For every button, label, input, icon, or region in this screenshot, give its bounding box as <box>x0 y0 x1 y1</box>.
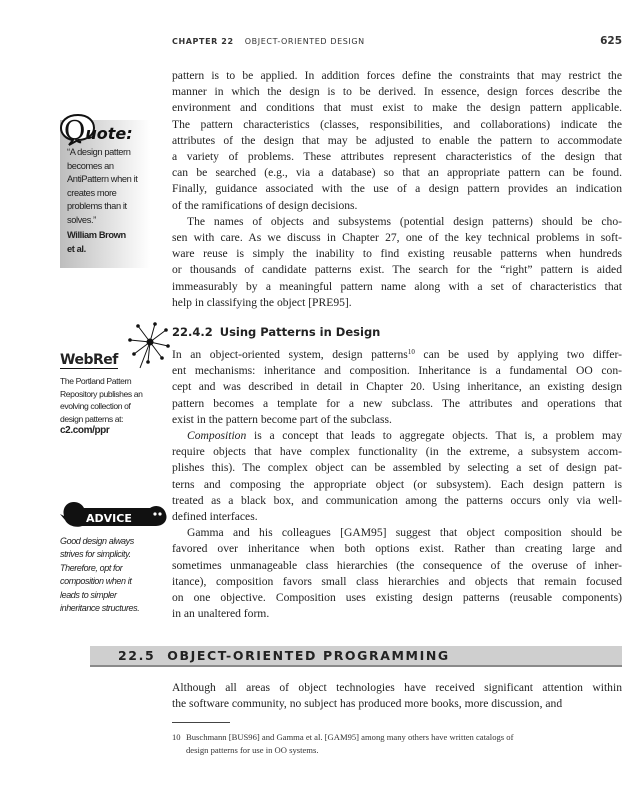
advice-line: leads to simpler <box>60 589 117 600</box>
webref-text <box>60 375 168 438</box>
text-run: can be used by applying two differ- <box>414 348 622 361</box>
quote-line: creates more <box>67 187 117 198</box>
quote-logo: Quote: <box>64 116 133 146</box>
text-line: ent mechanisms: inheritance and composition. Inheritance is a fundamental OO con- <box>172 364 622 378</box>
footnote-line-1: Buschmann [BUS96] and Gamma et al. [GAM95] among many others have written catalogs of <box>186 732 514 742</box>
webref-line: The Portland Pattern <box>60 376 132 386</box>
advice-line: Good design always <box>60 536 134 546</box>
advice-line: Therefore, opt for <box>60 562 123 573</box>
webref-line: evolving collection of <box>60 401 131 412</box>
text-line: cept and was described in detail in Chapter 20. Using inheritance, an existing design <box>172 380 622 394</box>
quote-line: becomes an <box>67 160 114 171</box>
quote-author-line: William Brown <box>67 230 126 240</box>
text-line: plishes this). The complex object can be assembled by selecting a set of design pat- <box>172 461 622 475</box>
text-line: pattern is to be applied. In addition forces define the constraints that may restrict the <box>172 69 622 82</box>
chapter-label: CHAPTER 22 <box>172 37 234 46</box>
section-heading-bar <box>90 646 622 667</box>
footnote-rule <box>172 722 230 723</box>
text-line: require objects that have complex functionality (in the extreme, a subsystem accom- <box>172 445 622 459</box>
text-run: Composition <box>187 429 247 443</box>
text-line <box>172 347 622 363</box>
text-line: terns and composing the appropriate object (or subsystem). Each design pattern is <box>172 477 622 491</box>
footnote-number: 10 <box>172 732 181 742</box>
text-line: defined interfaces. <box>172 510 258 524</box>
footnote <box>172 731 622 757</box>
text-line: sometimes unmanageable class hierarchies (the consequence of the overuse of inher- <box>172 558 622 572</box>
text-line: environment and conditions that must exist to make the design pattern applicable. <box>172 101 622 115</box>
text-line: of the ramifications of design decisions. <box>172 198 358 212</box>
text-line: favored over inheritance when both options exist. Rather than creating large and <box>172 542 622 556</box>
quote-line: AntiPattern when it <box>67 174 138 185</box>
text-line: help in classifying the object [PRE95]. <box>172 295 352 309</box>
text-line: attributes of the design that may be adjusted to enable the pattern to accommodate <box>172 133 622 147</box>
chapter-title: OBJECT-ORIENTED DESIGN <box>244 37 365 46</box>
text-line: pattern becomes a template for a new subclass. The attributes and operations that <box>172 396 622 410</box>
page-number: 625 <box>600 35 622 47</box>
text-line: itance), composition favors small class hierarchies and objects that remain focused <box>172 574 622 588</box>
text-line <box>172 428 622 444</box>
text-line: Finally, guidance associated with the use of a design pattern provides an indication <box>172 182 622 196</box>
section-title: OBJECT-ORIENTED PROGRAMMING <box>167 648 450 663</box>
text-line: treated as a black box, and communication among the patterns occurs only via well- <box>172 493 622 507</box>
quote-line: “A design pattern <box>67 147 131 157</box>
text-line: exist in the pattern become part of the subclass. <box>172 412 392 426</box>
advice-line: composition when it <box>60 576 132 587</box>
text-line: ware reuse is simply the inability to find existing reusable patterns when hundreds <box>172 247 622 261</box>
text-line: on one objective. Composition uses existing design patterns (reusable components) <box>172 591 622 605</box>
text-line: in an unaltered form. <box>172 607 270 621</box>
section-number: 22.5 <box>118 648 156 663</box>
text-line: Although all areas of object technologies have received significant attention within <box>172 681 622 694</box>
footnote-line-2: design patterns for use in OO systems. <box>186 745 319 755</box>
body-text-block-3 <box>172 680 622 712</box>
advice-line: strives for simplicity. <box>60 549 131 560</box>
text-line: the software community, no subject has produced more books, more discussion, and <box>172 697 563 711</box>
subsection-heading <box>172 325 387 339</box>
advice-line: inheritance structures. <box>60 603 140 614</box>
quote-author <box>67 229 126 256</box>
advice-bird-icon <box>60 498 170 530</box>
quote-author-line: et al. <box>67 243 86 254</box>
body-text-block-2 <box>172 347 622 622</box>
text-line: manner in which the design is to be derived. In essence, design forces describe the <box>172 85 622 99</box>
text-run: is a concept that leads to aggregate objects. That is, a problem may <box>246 429 622 443</box>
text-line: immeasurably by a meaningful pattern name along with a set of characteristics that <box>172 279 622 293</box>
quote-line: problems than it <box>67 201 127 212</box>
subsection-title: Using Patterns in Design <box>219 325 381 339</box>
body-text-block-1 <box>172 68 622 311</box>
subsection-number: 22.4.2 <box>172 325 213 339</box>
text-line: sen with care. As we discuss in Chapter 27, one of the key technical problems in soft- <box>172 231 622 245</box>
webref-url[interactable]: c2.com/ppr <box>60 425 110 437</box>
webref-line: design patterns at: <box>60 413 124 424</box>
webref-logo: WebRef <box>60 352 118 368</box>
text-line: can be searched (e.g., via a database) so that an appropriate pattern can be found. <box>172 166 622 180</box>
footnote-ref: 10 <box>407 348 415 356</box>
advice-logo-text: ADVICE <box>86 512 132 525</box>
running-header <box>172 37 622 46</box>
quote-line: solves.” <box>67 214 96 225</box>
text-run: In an object-oriented system, design patterns <box>172 348 408 361</box>
text-line: a variety of problems. These attributes represent characteristics of the design that <box>172 150 622 164</box>
text-line: The names of objects and subsystems (potential design patterns) should be cho- <box>187 214 622 228</box>
text-line: The pattern characteristics (classes, responsibilities, and collaborations) indicate the <box>172 117 622 131</box>
text-line: Gamma and his colleagues [GAM95] suggest that object composition should be <box>187 526 622 540</box>
text-line: or thousands of candidate patterns exist. The search for the “right” pattern is aided <box>172 263 622 277</box>
webref-line: Repository publishes an <box>60 388 143 399</box>
advice-text <box>60 535 170 615</box>
quote-text <box>67 146 162 228</box>
